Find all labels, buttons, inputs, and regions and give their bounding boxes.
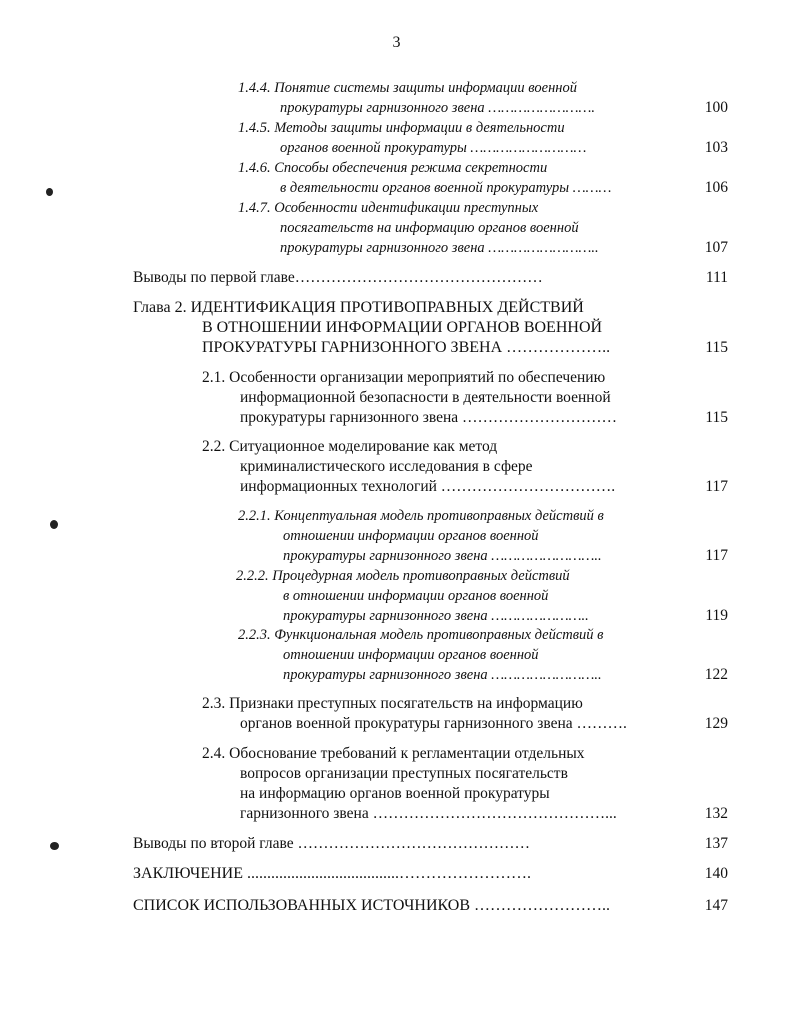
toc-entry-line: отношении информации органов военной (283, 528, 539, 544)
toc-entry-line: информационной безопасности в деятельности военной (240, 389, 611, 406)
toc-page-number: 100 (704, 99, 728, 116)
toc-entry-line: в отношении информации органов военной (283, 588, 549, 604)
toc-entry-line: ЗАКЛЮЧЕНИЕ ......................................……………………. (133, 865, 531, 882)
toc-entry-line: вопросов организации преступных посягательств (240, 765, 568, 782)
toc-entry-line: гарнизонного звена ………………………………………... (240, 805, 617, 822)
toc-page-number: 111 (705, 269, 728, 286)
toc-entry-line: прокуратуры гарнизонного звена ……………………. (280, 100, 596, 116)
toc-page-number: 147 (704, 897, 728, 914)
toc-entry-line: 1.4.6. Способы обеспечения режима секретности (238, 160, 548, 176)
toc-page-number: 103 (704, 139, 728, 156)
toc-entry-line: 2.2.1. Концептуальная модель противоправных действий в (238, 508, 604, 524)
page-number: 3 (392, 34, 401, 51)
toc-entry-line: 2.1. Особенности организации мероприятий по обеспечению (202, 369, 606, 386)
toc-entry-line: органов военной прокуратуры гарнизонного звена ………. (240, 715, 627, 732)
toc-entry-line: прокуратуры гарнизонного звена …………………….. (283, 667, 602, 683)
toc-page-number: 115 (705, 409, 728, 426)
scan-mark (50, 520, 58, 529)
toc-page-number: 140 (704, 865, 728, 882)
scan-mark (46, 188, 53, 196)
toc-entry-line: органов военной прокуратуры ……………………… (280, 140, 587, 156)
toc-page-number: 115 (705, 339, 728, 356)
toc-entry-line: 2.2.3. Функциональная модель противоправных действий в (238, 627, 604, 643)
toc-entry-line: прокуратуры гарнизонного звена ………………………… (240, 409, 618, 426)
scan-mark (50, 842, 59, 850)
toc-entry-line: 2.4. Обоснование требований к регламентации отдельных (202, 745, 585, 762)
toc-entry-line: ПРОКУРАТУРЫ ГАРНИЗОННОГО ЗВЕНА ……………….. (202, 339, 611, 356)
toc-page-number: 107 (704, 239, 728, 256)
toc-page-number: 129 (704, 715, 728, 732)
toc-page-number: 137 (704, 835, 728, 852)
toc-entry-line: 2.3. Признаки преступных посягательств на информацию (202, 695, 583, 712)
toc-page-number: 119 (705, 607, 728, 624)
toc-entry-line: прокуратуры гарнизонного звена ………………….. (283, 608, 589, 624)
toc-page-number: 106 (704, 179, 728, 196)
toc-entry-line: 2.2. Ситуационное моделирование как метод (202, 438, 498, 455)
toc-page-number: 117 (705, 547, 728, 564)
toc-entry-line: СПИСОК ИСПОЛЬЗОВАННЫХ ИСТОЧНИКОВ …………………….. (133, 897, 611, 914)
toc-entry-line: 2.2.2. Процедурная модель противоправных действий (236, 568, 570, 584)
toc-entry-line: Выводы по второй главе ……………………………………… (133, 835, 530, 852)
toc-entry-line: В ОТНОШЕНИИ ИНФОРМАЦИИ ОРГАНОВ ВОЕННОЙ (202, 319, 603, 336)
toc-entry-line: прокуратуры гарнизонного звена …………………….. (280, 240, 599, 256)
toc-page-number: 117 (705, 478, 728, 495)
toc-page-number: 122 (704, 666, 728, 683)
toc-entry-line: на информацию органов военной прокуратуры (240, 785, 550, 802)
toc-entry-line: Выводы по первой главе………………………………………… (133, 269, 543, 286)
toc-entry-line: 1.4.5. Методы защиты информации в деятельности (238, 120, 565, 136)
toc-entry-line: криминалистического исследования в сфере (240, 458, 533, 475)
toc-entry-line: Глава 2. ИДЕНТИФИКАЦИЯ ПРОТИВОПРАВНЫХ ДЕЙСТВИЙ (133, 299, 584, 316)
toc-entry-line: посягательств на информацию органов военной (280, 220, 579, 236)
toc-entry-line: в деятельности органов военной прокуратуры ……… (280, 180, 612, 196)
toc-entry-line: прокуратуры гарнизонного звена …………………….. (283, 548, 602, 564)
toc-entry-line: 1.4.7. Особенности идентификации преступных (238, 200, 539, 216)
toc-entry-line: 1.4.4. Понятие системы защиты информации военной (238, 80, 577, 96)
toc-page-number: 132 (704, 805, 728, 822)
toc-entry-line: отношении информации органов военной (283, 647, 539, 663)
toc-entry-line: информационных технологий ……………………………. (240, 478, 616, 495)
